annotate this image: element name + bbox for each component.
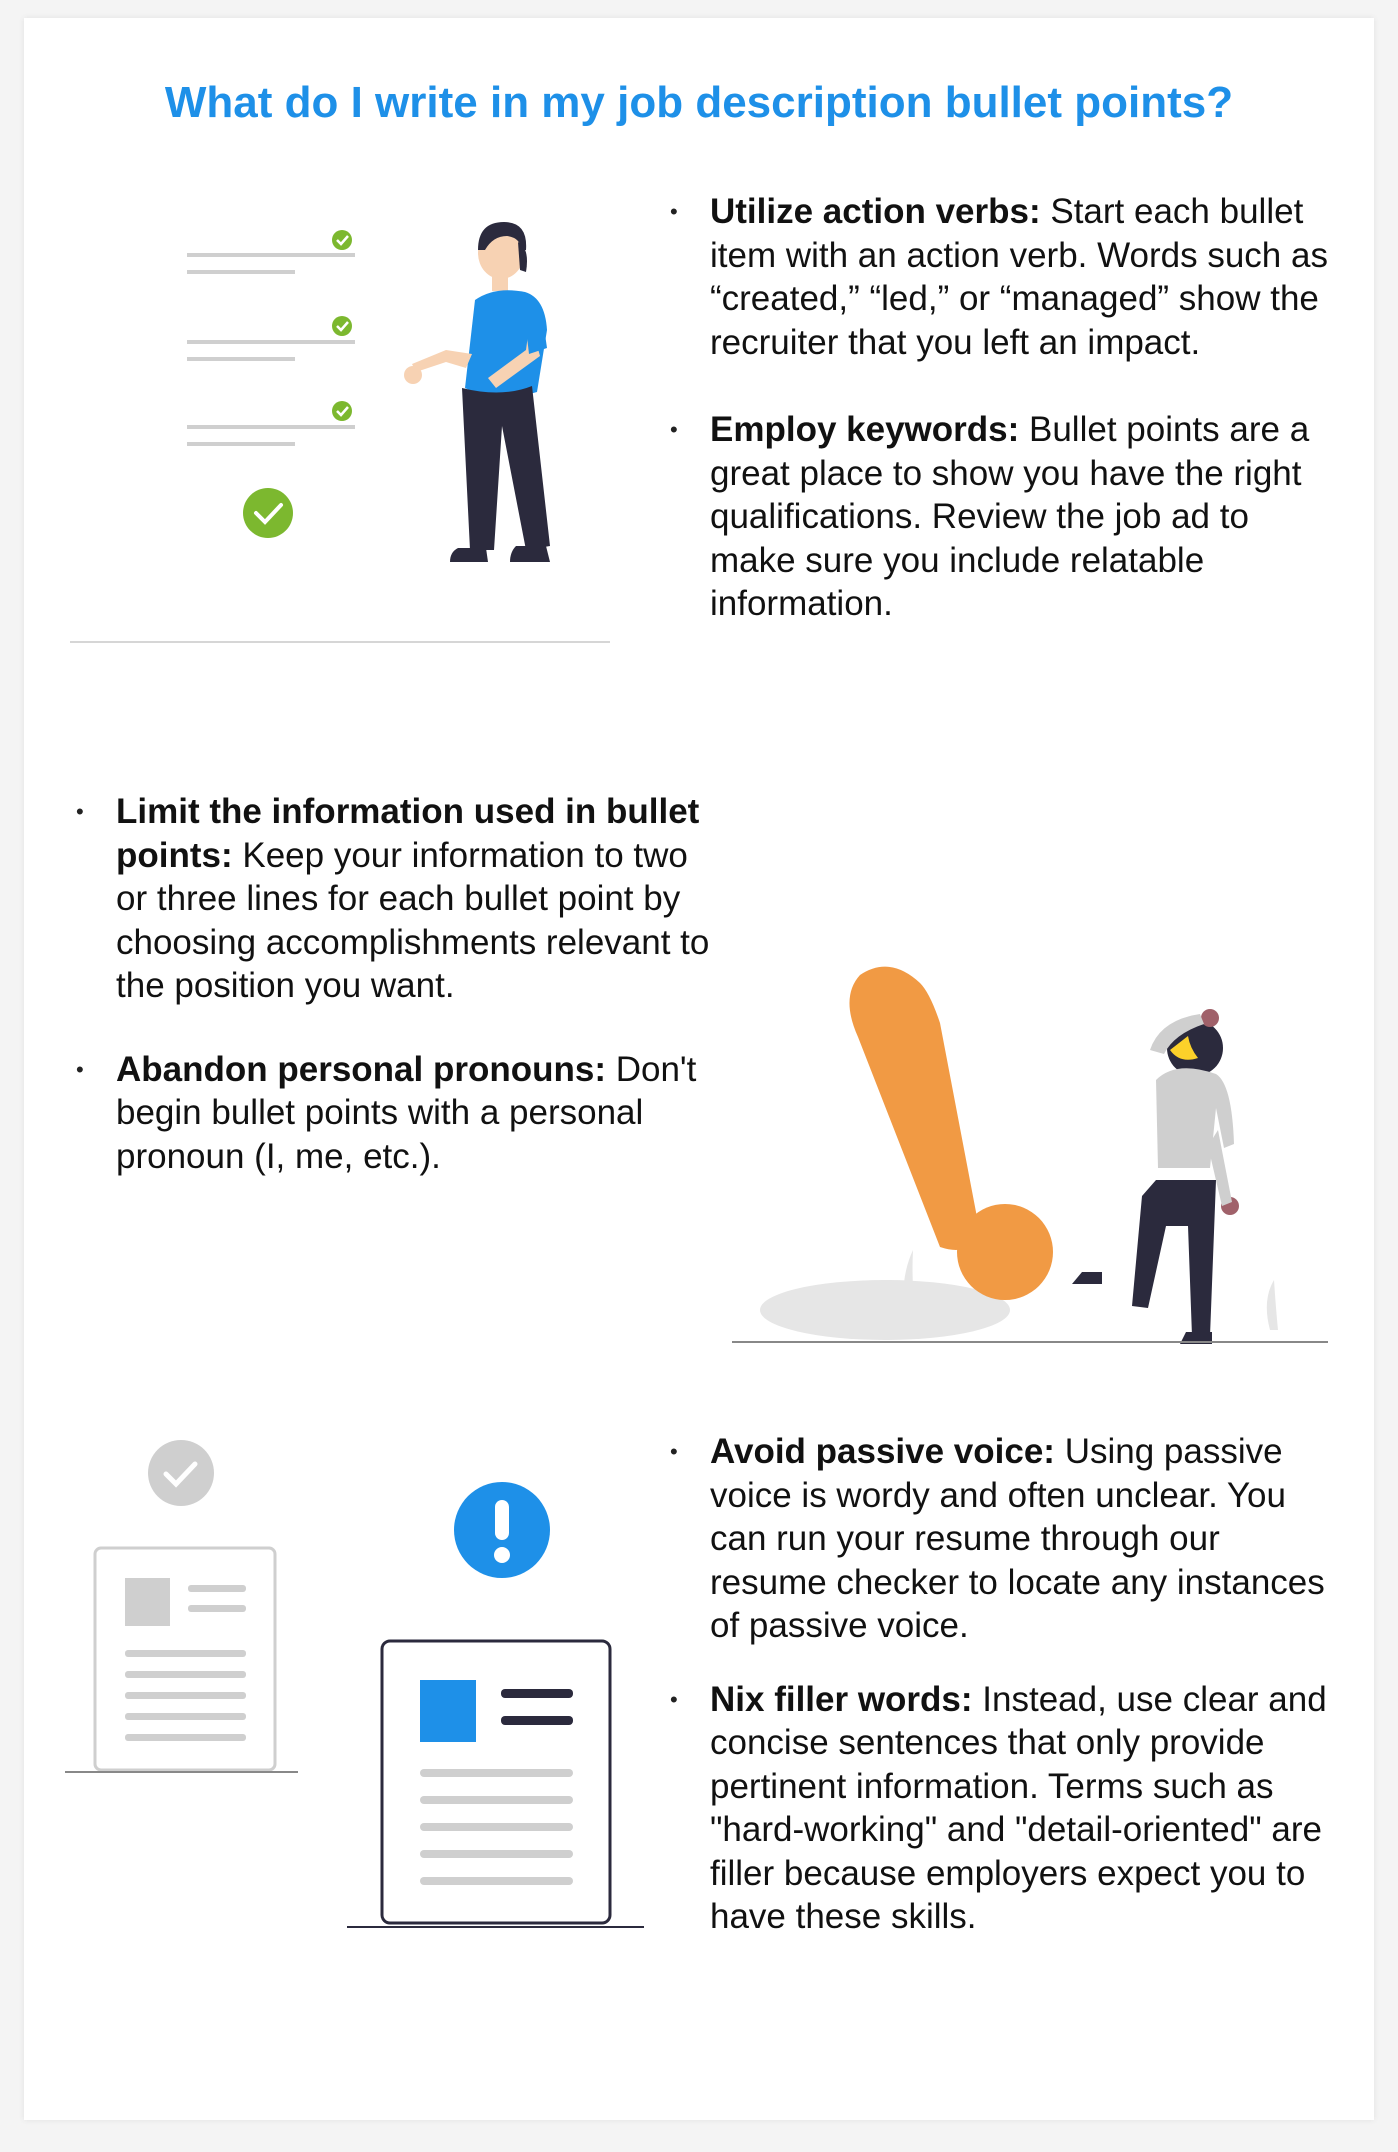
person-figure (404, 222, 550, 562)
document-icon (382, 1482, 610, 1923)
bullet-heading: Avoid passive voice: (710, 1432, 1055, 1471)
section2-bullet-list (82, 790, 722, 1178)
exclamation-icon (849, 967, 1053, 1300)
person-figure (1072, 1009, 1239, 1344)
exclamation-illustration (730, 950, 1330, 1350)
check-icon (332, 316, 352, 336)
bullet-body: Bullet points are a great place to show you have the right qualifications. Review the job ad to make sure you include relatable information. (710, 410, 1310, 623)
checkmark-circle-icon (243, 488, 293, 538)
bullet-heading: Nix filler words: (710, 1679, 973, 1719)
section3-bullet-list (676, 1430, 1336, 1939)
section1-bullet-list (676, 190, 1336, 626)
bullet-item (82, 790, 722, 1008)
bullet-item (82, 1048, 722, 1179)
bullet-item (676, 190, 1336, 364)
rock (760, 1280, 1010, 1340)
bullet-heading: Utilize action verbs: (710, 192, 1041, 231)
bullet-body: Don't begin bullet points with a personal pronoun (I, me, etc.). (116, 1049, 697, 1176)
bullet-item (676, 1430, 1336, 1648)
document-icon (65, 1440, 298, 1772)
checklist-illustration (70, 220, 620, 650)
bullet-heading: Abandon personal pronouns: (116, 1049, 606, 1089)
checkmark-circle-icon (148, 1440, 214, 1506)
bullet-heading: Limit the information used in bullet points: (116, 792, 700, 875)
bullet-body: Instead, use clear and concise sentences that only provide pertinent information. Terms such as "hard-working" and "detail-oriented" are filler because employers expect you to have these skills. (710, 1679, 1327, 1936)
bullet-body: Using passive voice is wordy and often unclear. You can run your resume through our resume checker to locate any instances of passive voice. (710, 1432, 1325, 1645)
bullet-item (676, 1678, 1336, 1939)
checklist (187, 230, 355, 538)
documents-illustration (60, 1430, 660, 1930)
bullet-body: Keep your information to two or three lines for each bullet point by choosing accomplishments relevant to the position you want. (116, 835, 710, 1005)
check-icon (332, 401, 352, 421)
page-title: What do I write in my job description bullet points? (164, 78, 1234, 127)
check-icon (332, 230, 352, 250)
bullet-heading: Employ keywords: (710, 410, 1020, 449)
bullet-body: Start each bullet item with an action verb. Words such as “created,” “led,” or “managed” show the recruiter that you left an impact. (710, 192, 1328, 362)
bullet-item (676, 408, 1336, 626)
